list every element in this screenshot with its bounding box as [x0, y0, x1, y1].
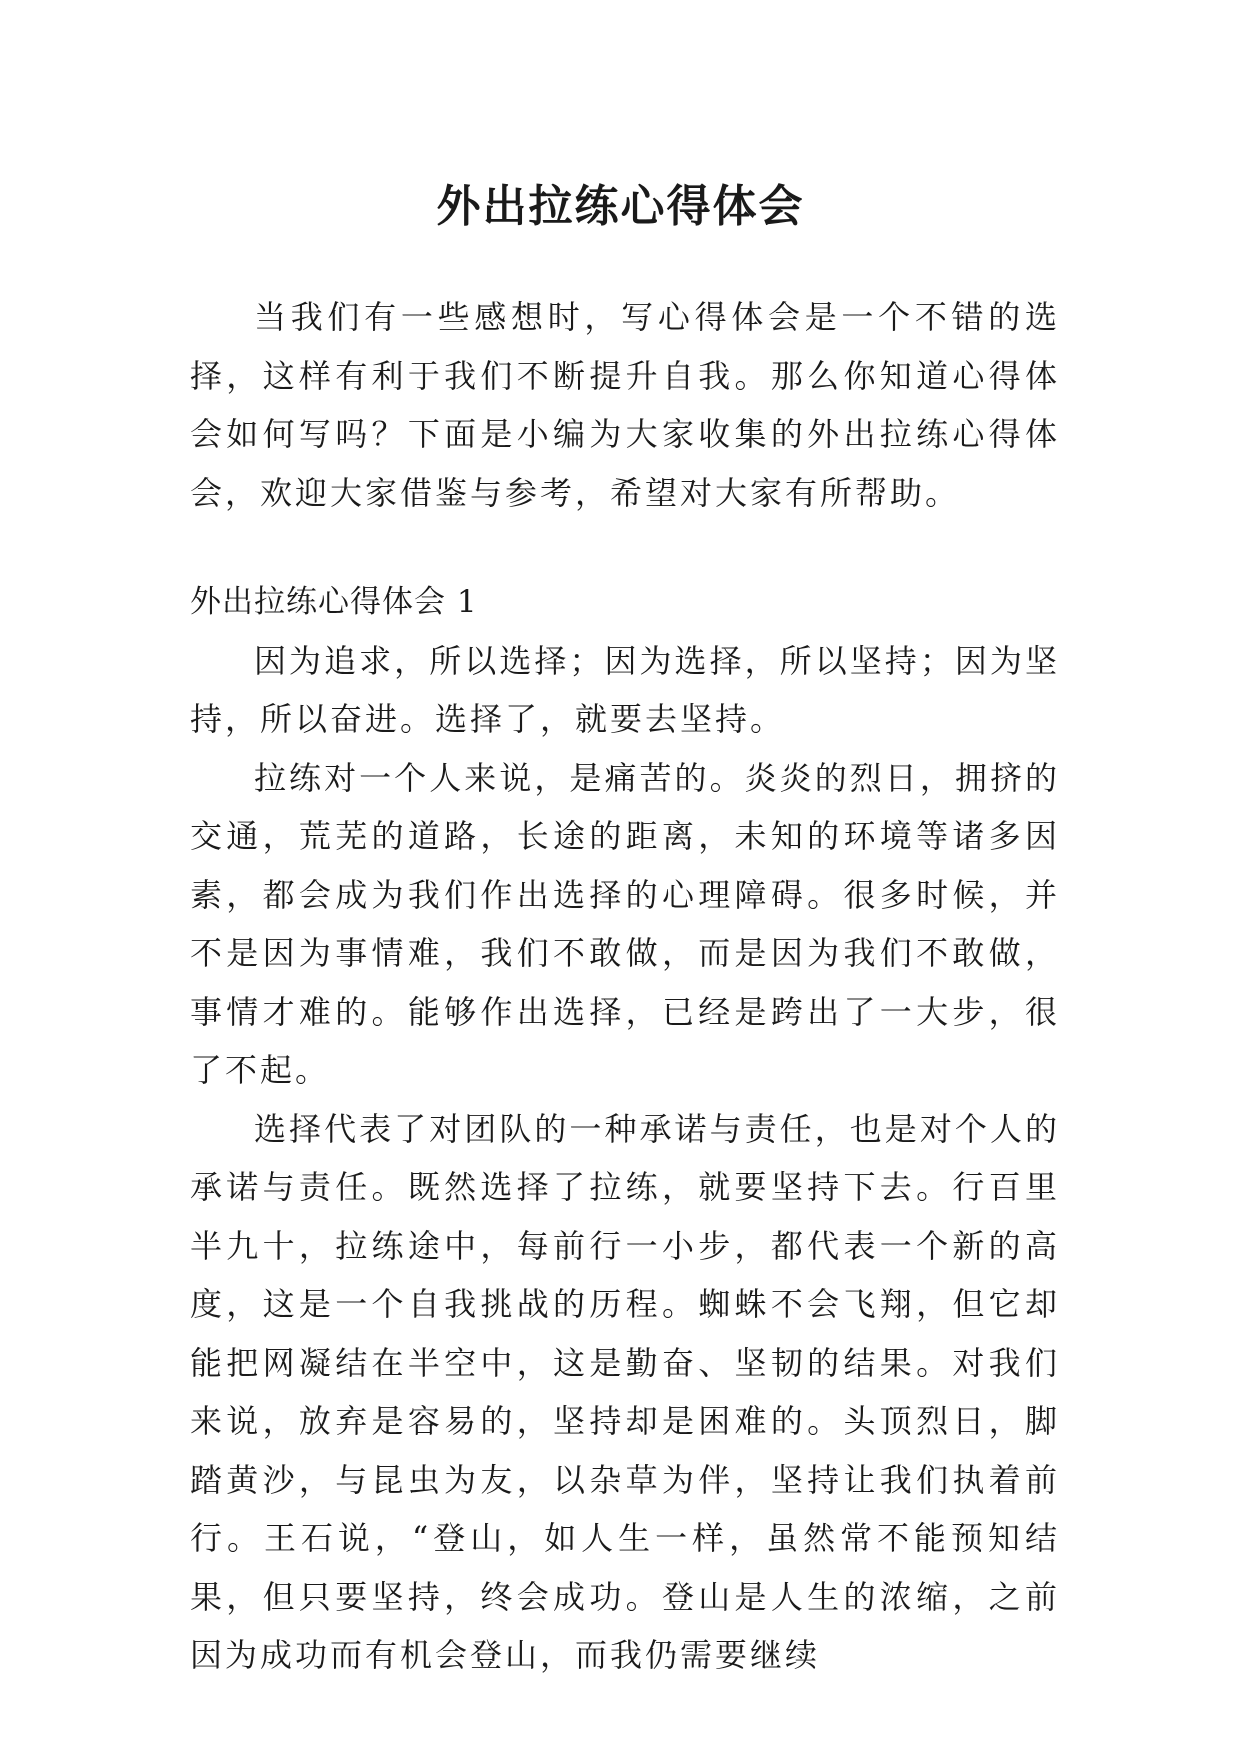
section-heading: 外出拉练心得体会 1 [190, 584, 478, 620]
document-title: 外出拉练心得体会 [436, 181, 805, 233]
body-paragraph-3: 选择代表了对团队的一种承诺与责任，也是对个人的承诺与责任。既然选择了拉练，就要坚持下去。行百里半九十，拉练途中，每前行一小步，都代表一个新的高度，这是一个自我挑战的历程。蜘蛛不会飞翔，但它却能把网凝结在半空中，这是勤奋、坚韧的结果。对我们来说，放弃是容易的，坚持却是困难的。头顶烈日，脚踏黄沙，与昆虫为友，以杂草为伴，坚持让我们执着前行。王石说，“登山，如人生一样，虽然常不能预知结果，但只要坚持，终会成功。登山是人生的浓缩，之前因为成功而有机会登山，而我仍需要继续 [190, 1109, 1060, 1674]
body-paragraph-1: 因为追求，所以选择；因为选择，所以坚持；因为坚持，所以奋进。选择了，就要去坚持。 [190, 641, 1060, 738]
document-body [190, 288, 1060, 1685]
body-paragraph-2: 拉练对一个人来说，是痛苦的。炎炎的烈日，拥挤的交通，荒芜的道路，长途的距离，未知的环境等诸多因素，都会成为我们作出选择的心理障碍。很多时候，并不是因为事情难，我们不敢做，而是因为我们不敢做，事情才难的。能够作出选择，已经是跨出了一大步，很了不起。 [190, 758, 1060, 1089]
section-spacer [190, 522, 1060, 573]
intro-paragraph: 当我们有一些感想时，写心得体会是一个不错的选择，这样有利于我们不断提升自我。那么你知道心得体会如何写吗？下面是小编为大家收集的外出拉练心得体会，欢迎大家借鉴与参考，希望对大家有所帮助。 [190, 298, 1060, 512]
